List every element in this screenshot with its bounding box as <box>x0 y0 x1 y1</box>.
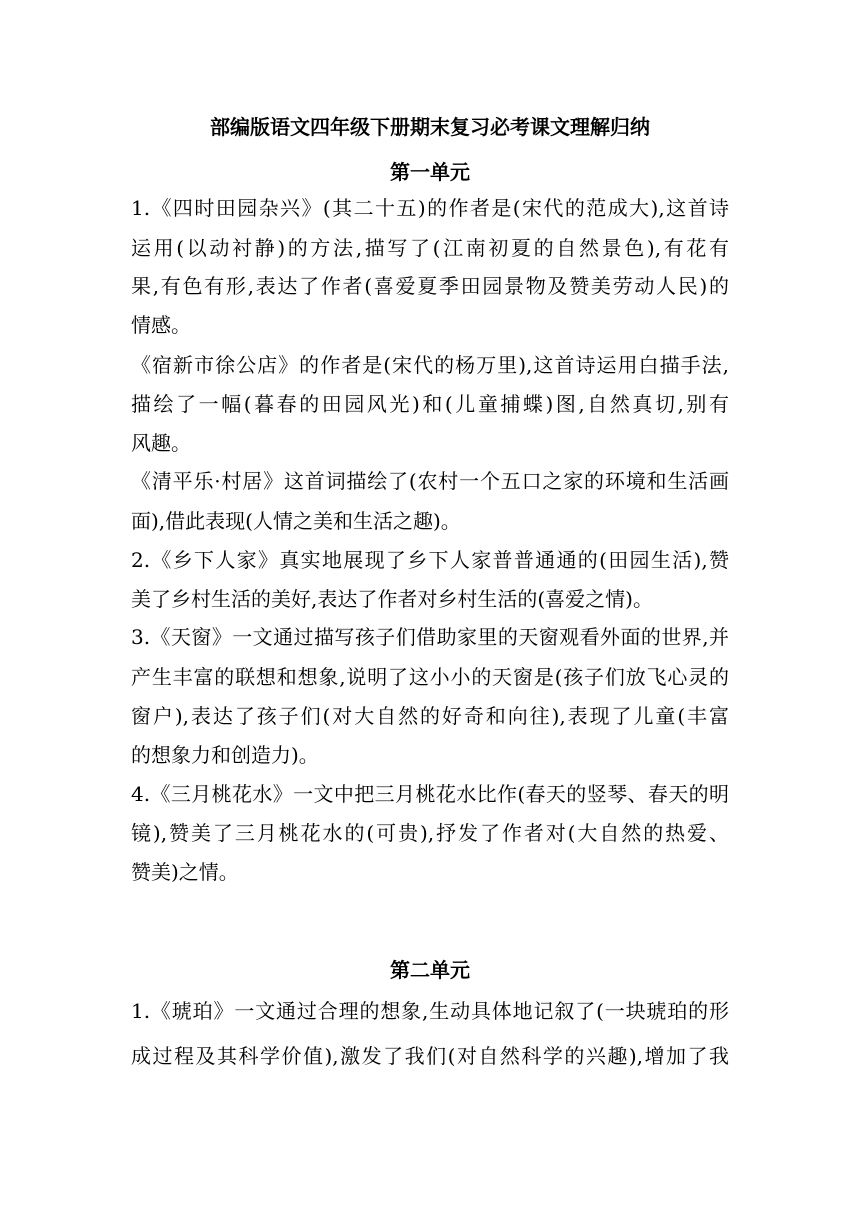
unit1-line: 面),借此表现(人情之美和生活之趣)。 <box>131 509 461 533</box>
unit1-line: 镜),赞美了三月桃花水的(可贵),抒发了作者对(大自然的热爱、 <box>131 821 729 845</box>
unit1-line: 《清平乐·村居》这首词描绘了(农村一个五口之家的环境和生活画 <box>131 469 729 493</box>
unit1-line: 赞美)之情。 <box>131 860 239 884</box>
unit1-line: 窗户),表达了孩子们(对大自然的好奇和向往),表现了儿童(丰富 <box>131 704 729 728</box>
unit1-line: 1.《四时田园杂兴》(其二十五)的作者是(宋代的范成大),这首诗 <box>131 196 729 220</box>
unit1-line: 运用(以动衬静)的方法,描写了(江南初夏的自然景色),有花有 <box>131 236 729 260</box>
unit1-line: 风趣。 <box>131 431 191 455</box>
unit2-heading: 第二单元 <box>390 958 470 982</box>
document-title: 部编版语文四年级下册期末复习必考课文理解归纳 <box>210 115 650 139</box>
unit1-line: 美了乡村生活的美好,表达了作者对乡村生活的(喜爱之情)。 <box>131 587 653 611</box>
unit2-line: 1.《琥珀》一文通过合理的想象,生动具体地记叙了(一块琥珀的形 <box>131 999 729 1023</box>
unit1-heading: 第一单元 <box>390 160 470 184</box>
unit1-line: 2.《乡下人家》真实地展现了乡下人家普普通通的(田园生活),赞 <box>131 548 729 572</box>
unit1-line: 描绘了一幅(暮春的田园风光)和(儿童捕蝶)图,自然真切,别有 <box>131 392 729 416</box>
unit1-line: 果,有色有形,表达了作者(喜爱夏季田园景物及赞美劳动人民)的 <box>131 274 729 298</box>
unit1-line: 3.《天窗》一文通过描写孩子们借助家里的天窗观看外面的世界,并 <box>131 625 729 649</box>
unit1-line: 产生丰富的联想和想象,说明了这小小的天窗是(孩子们放飞心灵的 <box>131 665 729 689</box>
unit1-line: 《宿新市徐公店》的作者是(宋代的杨万里),这首诗运用白描手法, <box>131 353 729 377</box>
unit1-line: 的想象力和创造力)。 <box>131 743 319 767</box>
unit1-line: 情感。 <box>131 313 191 337</box>
unit2-line: 成过程及其科学价值),激发了我们(对自然科学的兴趣),增加了我 <box>131 1044 729 1068</box>
unit1-line: 4.《三月桃花水》一文中把三月桃花水比作(春天的竖琴、春天的明 <box>131 782 729 806</box>
